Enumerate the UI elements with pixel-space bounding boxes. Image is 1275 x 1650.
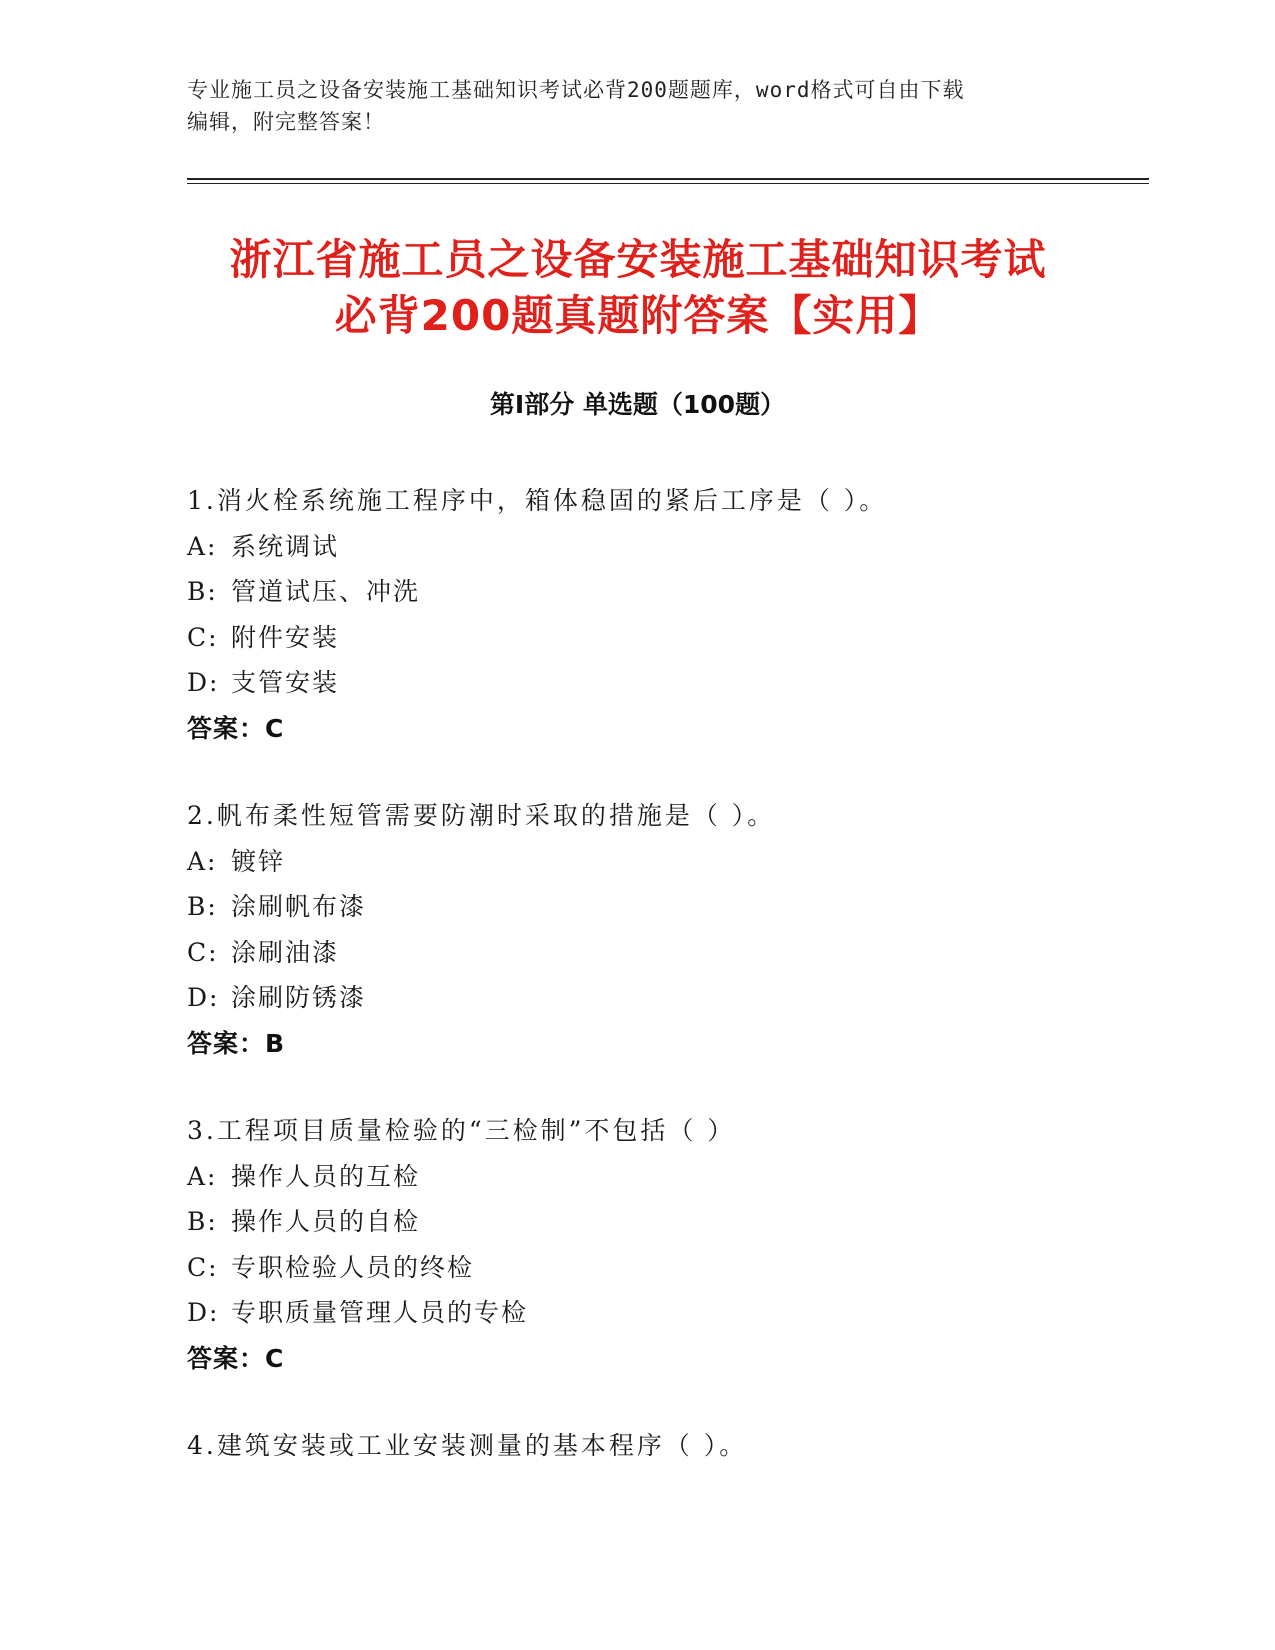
option-key: D: (187, 983, 220, 1012)
document-title-line-2: 必背200题真题附答案【实用】 (334, 291, 942, 340)
option-a (187, 524, 1137, 570)
question-stem: 1.消火栓系统施工程序中，箱体稳固的紧后工序是（ ）。 (187, 486, 888, 515)
option-text: 涂刷油漆 (231, 937, 340, 967)
option-text: 支管安装 (231, 668, 340, 697)
answer-line: 答案：B (187, 1028, 286, 1058)
option-c (187, 1245, 1137, 1291)
option-b (187, 569, 1137, 615)
option-text: 涂刷帆布漆 (231, 892, 367, 921)
question-list (187, 478, 1137, 1511)
option-key: A: (187, 531, 218, 561)
option-text: 专职质量管理人员的专检 (231, 1298, 529, 1327)
question-item (187, 478, 1137, 751)
option-b (187, 1199, 1137, 1245)
header-note-line-2: 编辑，附完整答案！ (187, 110, 385, 134)
section-heading: 第Ⅰ部分 单选题（100题） (489, 390, 786, 419)
option-b (187, 884, 1137, 930)
header-divider-thick (187, 178, 1149, 180)
option-text: 专职检验人员的终检 (231, 1252, 475, 1282)
option-key: A: (187, 1161, 218, 1191)
option-d (187, 660, 1137, 706)
option-text: 系统调试 (231, 531, 340, 561)
option-d (187, 975, 1137, 1021)
option-a (187, 839, 1137, 885)
option-c (187, 615, 1137, 661)
option-a (187, 1154, 1137, 1200)
option-key: D: (187, 1298, 220, 1327)
question-item (187, 793, 1137, 1066)
option-key: C: (187, 1252, 219, 1282)
option-key: B: (187, 577, 218, 606)
document-title (160, 232, 1116, 344)
option-text: 操作人员的自检 (231, 1207, 421, 1236)
header-note-line-1: 专业施工员之设备安装施工基础知识考试必背200题题库，word格式可自由下载 (187, 78, 965, 102)
question-item (187, 1423, 1137, 1469)
question-stem: 4.建筑安装或工业安装测量的基本程序（ ）。 (187, 1431, 748, 1460)
question-stem: 3.工程项目质量检验的“三检制”不包括（ ） (187, 1116, 736, 1145)
header-divider-thin (187, 183, 1149, 184)
option-key: C: (187, 622, 219, 652)
document-title-line-1: 浙江省施工员之设备安装施工基础知识考试 (229, 235, 1047, 284)
question-stem: 2.帆布柔性短管需要防潮时采取的措施是（ ）。 (187, 801, 776, 830)
option-text: 管道试压、冲洗 (231, 577, 421, 606)
option-c (187, 930, 1137, 976)
option-key: C: (187, 937, 219, 967)
header-note (187, 74, 1087, 138)
option-text: 镀锌 (231, 846, 286, 876)
option-key: A: (187, 846, 218, 876)
option-text: 附件安装 (231, 622, 340, 652)
question-item (187, 1108, 1137, 1381)
option-d (187, 1290, 1137, 1336)
answer-line: 答案：C (187, 713, 285, 743)
option-key: B: (187, 1207, 218, 1236)
answer-line: 答案：C (187, 1343, 285, 1373)
option-text: 操作人员的互检 (231, 1161, 421, 1191)
option-key: B: (187, 892, 218, 921)
option-text: 涂刷防锈漆 (231, 983, 367, 1012)
option-key: D: (187, 668, 220, 697)
